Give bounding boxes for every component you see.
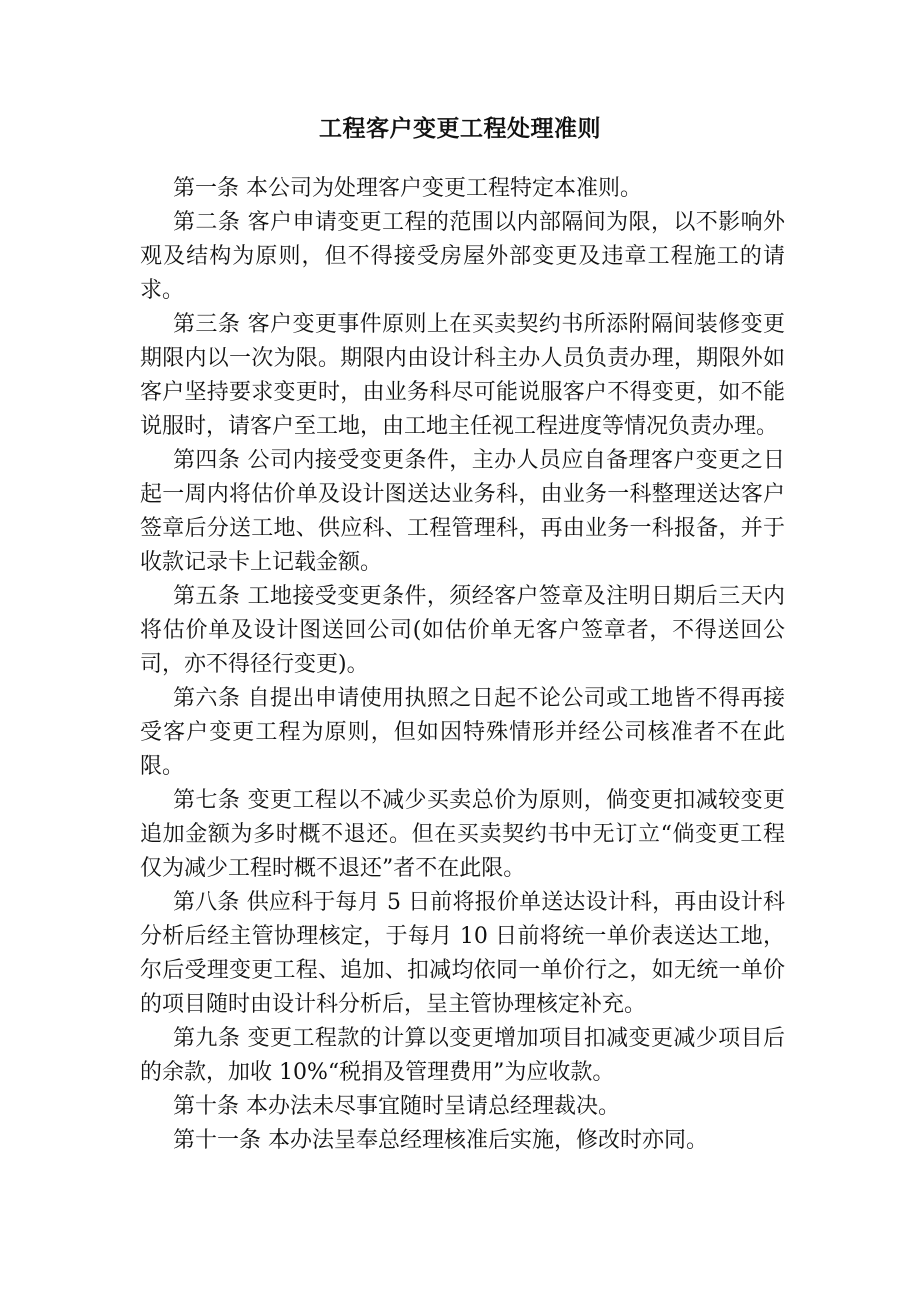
document-body bbox=[140, 172, 785, 1158]
article-10: 第十条 本办法未尽事宜随时呈请总经理裁决。 bbox=[173, 1094, 620, 1119]
article-5: 第五条 工地接受变更条件，须经客户签章及注明日期后三天内将估价单及设计图送回公司(如估价单无客户签章者，不得送回公司，亦不得径行变更)。 bbox=[140, 584, 785, 677]
article-11: 第十一条 本办法呈奉总经理核准后实施，修改时亦同。 bbox=[173, 1128, 708, 1153]
article-3: 第三条 客户变更事件原则上在买卖契约书所添附隔间装修变更期限内以一次为限。期限内由设计科主办人员负责办理，期限外如客户坚持要求变更时，由业务科尽可能说服客户不得变更，如不能说服时，请客户至工地，由工地主任视工程进度等情况负责办理。 bbox=[140, 312, 785, 439]
article-2: 第二条 客户申请变更工程的范围以内部隔间为限，以不影响外观及结构为原则，但不得接受房屋外部变更及违章工程施工的请求。 bbox=[140, 210, 785, 303]
article-1: 第一条 本公司为处理客户变更工程特定本准则。 bbox=[173, 176, 642, 201]
article-6: 第六条 自提出申请使用执照之日起不论公司或工地皆不得再接受客户变更工程为原则，但如因特殊情形并经公司核准者不在此限。 bbox=[140, 686, 785, 779]
article-7: 第七条 变更工程以不减少买卖总价为原则，倘变更扣减较变更追加金额为多时概不退还。但在买卖契约书中无订立“倘变更工程仅为减少工程时概不退还”者不在此限。 bbox=[140, 788, 785, 881]
document-title: 工程客户变更工程处理准则 bbox=[319, 116, 601, 142]
article-9: 第九条 变更工程款的计算以变更增加项目扣减变更减少项目后的余款，加收 10%“税捐及管理费用”为应收款。 bbox=[140, 1026, 785, 1085]
article-8: 第八条 供应科于每月 5 日前将报价单送达设计科，再由设计科分析后经主管协理核定，于每月 10 日前将统一单价表送达工地，尔后受理变更工程、追加、扣减均依同一单价行之，如无统一单价的项目随时由设计科分析后，呈主管协理核定补充。 bbox=[140, 890, 785, 1017]
article-4: 第四条 公司内接受变更条件，主办人员应自备理客户变更之日起一周内将估价单及设计图送达业务科，由业务一科整理送达客户签章后分送工地、供应科、工程管理科，再由业务一科报备，并于收款记录卡上记载金额。 bbox=[140, 448, 785, 575]
